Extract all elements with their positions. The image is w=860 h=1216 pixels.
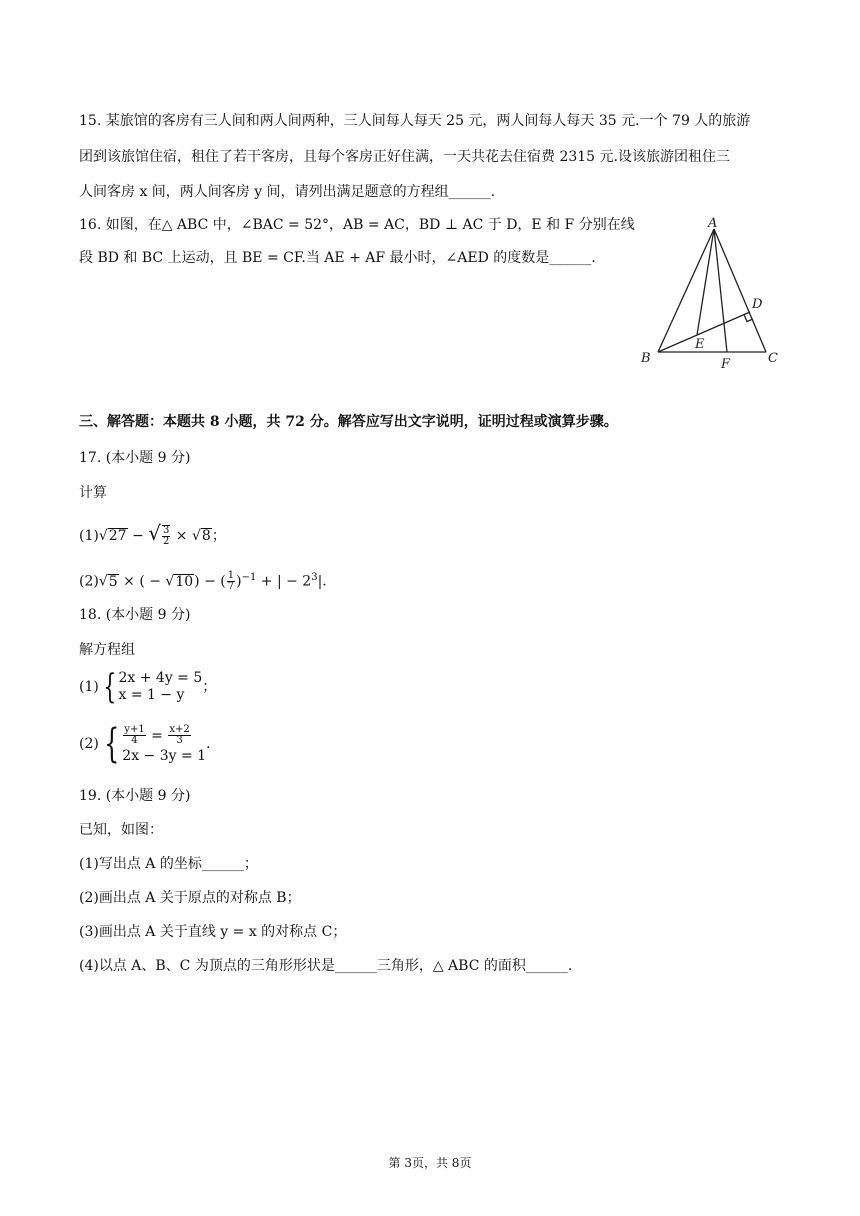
section-3-heading: 三、解答题：本题共 8 小题，共 72 分。解答应写出文字说明，证明过程或演算步骤。 [79,414,618,430]
q19-title: 19. (本小题 9 分) [79,788,191,804]
sqrt-radicand: 8 [201,528,211,544]
q17-instruction: 计算 [79,485,107,501]
operator: = [146,727,168,744]
label-d: D [752,297,763,312]
equation-2: 2x − 3y = 1 [122,747,207,764]
q16-line-2: 段 BD 和 BC 上运动，且 BE = CF.当 AE + AF 最小时，∠AED 的度数是______. [79,250,596,266]
numerator: 1 [227,570,235,582]
exponent: 3 [311,572,318,583]
numerator: x+2 [169,724,190,735]
operator: × [171,528,192,544]
sqrt-radicand: 10 [175,573,194,590]
q18-title: 18. (本小题 9 分) [79,607,191,623]
equation-1: 2x + 4y = 5 [118,670,203,686]
brace: { [103,667,117,707]
label-b: B [641,351,651,366]
numerator: y+1 [124,724,145,735]
fraction [123,725,145,746]
exponent: −1 [241,572,257,583]
expression-text: |. [317,573,327,590]
numerator: 3 [162,525,170,536]
q18-part-1 [79,667,217,707]
brace: { [103,721,120,767]
punctuation: ； [211,528,226,544]
q18-p2-label: (2) [79,736,99,752]
q17-title: 17. (本小题 9 分) [79,450,191,466]
q15-line-2: 团到该旅馆住宿，租住了若干客房，且每个客房正好住满，一天共花去住宿费 2315 元.设该旅游团租住三 [79,149,730,165]
sqrt-radicand: 27 [108,528,127,544]
sqrt-sign: √ [98,528,108,544]
q17-p1-label: (1) [79,528,99,544]
expression-text: × ( − [118,573,166,590]
q18-p1-label: (1) [79,679,99,695]
punctuation: ； [202,679,217,695]
q15-line-1: 15. 某旅馆的客房有三人间和两人间两种，三人间每人每天 25 元，两人间每人每天 35 元.一个 79 人的旅游 [79,113,751,129]
sqrt-sign: √ [165,573,175,590]
q19-intro: 已知，如图： [79,822,163,838]
sqrt-sign: √ [98,573,108,590]
q17-p2-label: (2) [79,573,99,590]
operator: − [127,528,149,544]
label-f: F [721,357,731,372]
segment-ab [658,229,714,352]
q15-line-3: 人间客房 x 间，两人间客房 y 间，请列出满足题意的方程组______. [79,184,496,200]
equation-system [118,670,202,704]
expression-text: + | − 2 [256,573,312,590]
q19-part-4: (4)以点 A、B、C 为顶点的三角形形状是______三角形，△ ABC 的面积______. [79,958,573,974]
punctuation: . [206,736,211,752]
q17-part-2 [79,565,327,595]
expression-text: ) [236,573,242,590]
sqrt-sign: √ [148,521,161,545]
q19-part-3: (3)画出点 A 关于直线 y = x 的对称点 C； [79,924,347,940]
q16-line-1: 16. 如图，在△ ABC 中，∠BAC = 52°，AB = AC，BD ⊥ AC 于 D，E 和 F 分别在线 [79,217,635,233]
q18-part-2 [79,722,211,766]
denominator: 4 [131,735,138,746]
denominator: 7 [227,581,235,593]
segment-ac [714,229,766,352]
denominator: 2 [162,536,170,547]
label-c: C [768,351,778,366]
segment-af [714,229,727,352]
q19-part-1: (1)写出点 A 的坐标______； [79,856,258,872]
segment-ae [697,229,714,335]
q17-part-1 [79,520,226,549]
equation-2: x = 1 − y [118,687,185,703]
page-footer: 第 3页，共 8页 [388,1156,472,1170]
expression-text: ) − ( [194,573,226,590]
sqrt-sign: √ [192,528,201,544]
fraction [168,725,190,746]
q19-part-2: (2)画出点 A 关于原点的对称点 B； [79,890,301,906]
sqrt-radicand: 5 [108,573,118,590]
label-a: A [708,216,718,231]
fraction [162,525,170,547]
fraction [227,571,235,592]
denominator: 3 [176,735,183,746]
equation-1 [122,724,206,748]
q18-instruction: 解方程组 [79,642,135,658]
equation-system [122,724,206,765]
label-e: E [695,337,705,352]
triangle-figure [636,215,786,373]
